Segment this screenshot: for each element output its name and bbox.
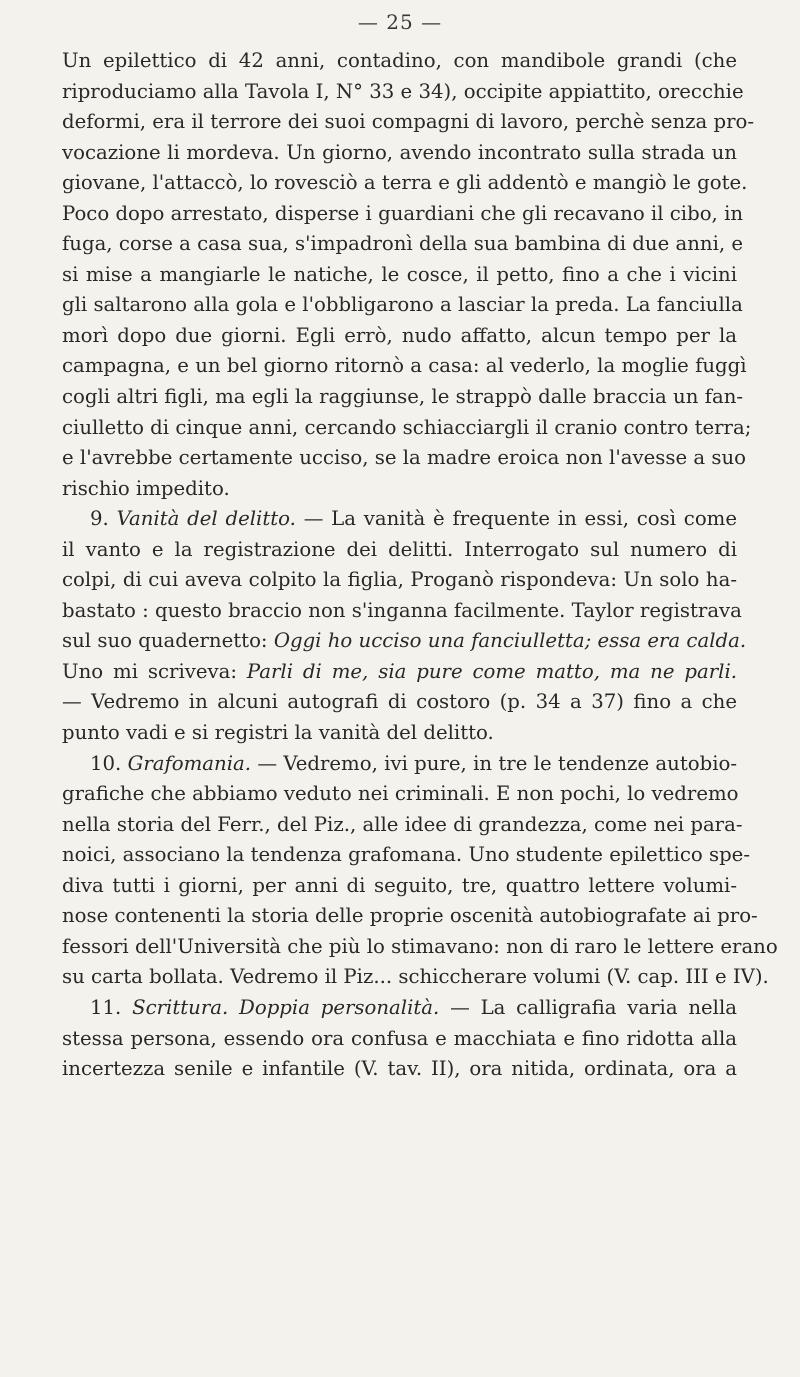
paragraph-epileptic-case — [62, 46, 755, 504]
quote-line — [62, 657, 737, 688]
text-line: morì dopo due giorni. Egli errò, nudo affatto, alcun tempo per la — [62, 323, 737, 347]
section-number: 10. — [90, 751, 122, 775]
text-line: Poco dopo arrestato, disperse i guardiani che gli recavano il cibo, in — [62, 201, 744, 225]
section-title: Vanità del delitto. — [116, 507, 296, 531]
text-line: fessori dell'Università che più lo stimavano: non di raro le lettere erano — [62, 934, 778, 958]
section-title: Scrittura. Doppia personalità. — [132, 995, 440, 1019]
text-fragment: — La calligrafia varia nella — [439, 995, 738, 1019]
section-graphomania — [62, 749, 778, 993]
text-line: vocazione li mordeva. Un giorno, avendo incontrato sulla strada un — [62, 140, 737, 164]
text-line: deformi, era il terrore dei suoi compagni di lavoro, perchè senza pro- — [62, 110, 755, 134]
text-line: bastato : questo braccio non s'inganna facilmente. Taylor registrava — [62, 598, 742, 622]
text-line: grafiche che abbiamo veduto nei criminali. E non pochi, lo vedremo — [62, 782, 739, 806]
section-handwriting — [62, 993, 737, 1085]
section-number: 9. — [90, 507, 109, 531]
text-line: si mise a mangiarle le natiche, le cosce, il petto, fino a che i vicini — [62, 262, 737, 286]
page-number: — 25 — — [357, 10, 443, 34]
text-fragment: sul suo quadernetto: — [62, 629, 274, 653]
text-line: giovane, l'attaccò, lo rovesciò a terra e gli addentò e mangiò le gote. — [62, 171, 748, 195]
text-line: gli saltarono alla gola e l'obbligarono a lasciar la preda. La fanciulla — [62, 293, 743, 317]
section-number: 11. — [90, 995, 122, 1019]
text-line: rischio impedito. — [62, 476, 230, 500]
text-fragment: — La vanità è frequente in essi, così come — [295, 507, 737, 531]
quote-line — [62, 626, 747, 657]
section-vanity-of-crime — [62, 504, 747, 748]
text-line: noici, associano la tendenza grafomana. Uno studente epilettico spe- — [62, 843, 750, 867]
section-heading-line — [62, 749, 737, 780]
text-line: su carta bollata. Vedremo il Piz... schiccherare volumi (V. cap. III e IV). — [62, 965, 769, 989]
italic-quote: Oggi ho ucciso una fanciulletta; essa era calda. — [273, 629, 747, 653]
text-line: diva tutti i giorni, per anni di seguito, tre, quattro lettere volumi- — [62, 873, 737, 897]
text-line: colpi, di cui aveva colpito la figlia, Proganò rispondeva: Un solo ha- — [62, 568, 737, 592]
section-title: Grafomania. — [127, 751, 252, 775]
text-line: nella storia del Ferr., del Piz., alle idee di grandezza, come nei para- — [62, 812, 743, 836]
text-line: nose contenenti la storia delle proprie oscenità autobiografate ai pro- — [62, 904, 758, 928]
text-line: — Vedremo in alcuni autografi di costoro (p. 34 a 37) fino a che — [62, 690, 737, 714]
text-line: ciulletto di cinque anni, cercando schiacciargli il cranio contro terra; — [62, 415, 752, 439]
body-text — [62, 46, 778, 1085]
text-line: riproduciamo alla Tavola I, N° 33 e 34), occipite appiattito, orecchie — [62, 79, 744, 103]
text-line: campagna, e un bel giorno ritornò a casa: al vederlo, la moglie fuggì — [62, 354, 747, 378]
text-line: cogli altri figli, ma egli la raggiunse, le strappò dalle braccia un fan- — [62, 385, 744, 409]
text-fragment: — Vedremo, ivi pure, in tre le tendenze autobio- — [251, 751, 737, 775]
text-line: punto vadi e si registri la vanità del delitto. — [62, 721, 494, 745]
italic-quote: Parli di me, sia pure come matto, ma ne parli. — [246, 659, 738, 683]
section-heading-line — [62, 993, 737, 1024]
text-line: fuga, corse a casa sua, s'impadronì della sua bambina di due anni, e — [62, 232, 744, 256]
text-line: stessa persona, essendo ora confusa e macchiata e fino ridotta alla — [62, 1026, 737, 1050]
section-heading-line — [62, 504, 737, 535]
text-fragment: Uno mi scriveva: — [62, 659, 247, 683]
text-line: incertezza senile e infantile (V. tav. II), ora nitida, ordinata, ora a — [62, 1057, 737, 1081]
text-line: e l'avrebbe certamente ucciso, se la madre eroica non l'avesse a suo — [62, 446, 747, 470]
text-line: il vanto e la registrazione dei delitti. Interrogato sul numero di — [62, 537, 737, 561]
text-line: Un epilettico di 42 anni, contadino, con mandibole grandi (che — [62, 49, 737, 72]
